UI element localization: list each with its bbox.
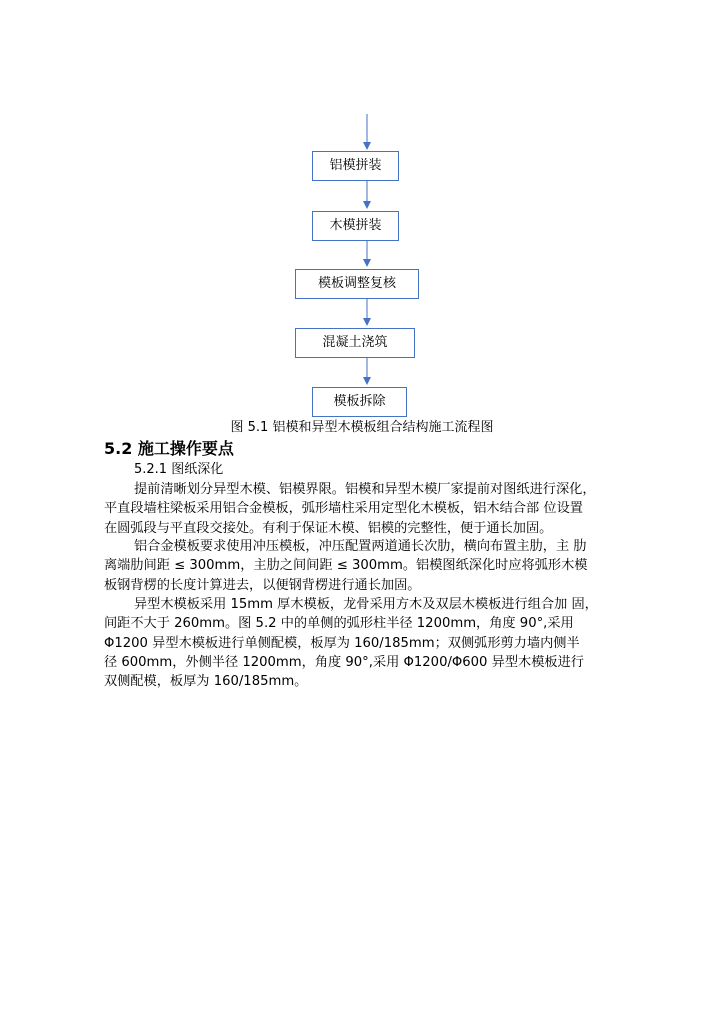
paragraph	[104, 537, 652, 595]
paragraph-line: 铝合金模板要求使用冲压模板，冲压配置两道通长次肋，横向布置主肋，主 肋	[134, 539, 587, 554]
paragraph-line: 离端肋间距 ≤ 300mm，主肋之间间距 ≤ 300mm。铝模图纸深化时应将弧形木模	[104, 558, 588, 574]
paragraph-line: 在圆弧段与平直段交接处。有利于保证木模、铝模的完整性，便于通长加固。	[104, 520, 553, 536]
paragraph-line: 平直段墙柱梁板采用铝合金模板，弧形墙柱采用定型化木模板，铝木结合部 位设置	[104, 501, 583, 517]
flow-step-concrete-pouring: 混凝土浇筑	[295, 328, 415, 358]
paragraph-line: 板钢背楞的长度计算进去，以便钢背楞进行通长加固。	[104, 577, 421, 593]
paragraph	[104, 480, 652, 538]
flowchart	[0, 0, 724, 420]
subsection-heading: 5.2.1 图纸深化	[134, 462, 224, 477]
paragraph-line: 间距不大于 260mm。图 5.2 中的单侧的弧形柱半径 1200mm，角度 90°,采用	[104, 616, 574, 632]
paragraph	[104, 595, 652, 691]
flow-step-formwork-adjustment: 模板调整复核	[295, 269, 419, 299]
section-heading: 5.2 施工操作要点	[104, 439, 234, 458]
paragraph-line: 双侧配模，板厚为 160/185mm。	[104, 674, 308, 690]
flow-step-formwork-removal: 模板拆除	[312, 387, 407, 417]
figure-caption: 图 5.1 铝模和异型木模板组合结构施工流程图	[230, 420, 494, 435]
paragraph-line: 径 600mm，外侧半径 1200mm，角度 90°,采用 Φ1200/Φ600 异型木模板进行	[104, 654, 584, 670]
paragraph-line: Φ1200 异型木模板进行单侧配模，板厚为 160/185mm；双侧弧形剪力墙内侧半	[104, 635, 580, 651]
flow-step-wood-assembly: 木模拼装	[312, 211, 399, 241]
paragraph-line: 异型木模板采用 15mm 厚木模板，龙骨采用方木及双层木模板进行组合加 固，	[134, 597, 598, 612]
paragraph-line: 提前清晰划分异型木模、铝模界限。铝模和异型木模厂家提前对图纸进行深化，	[134, 482, 596, 497]
flow-step-aluminum-assembly: 铝模拼装	[312, 151, 399, 181]
